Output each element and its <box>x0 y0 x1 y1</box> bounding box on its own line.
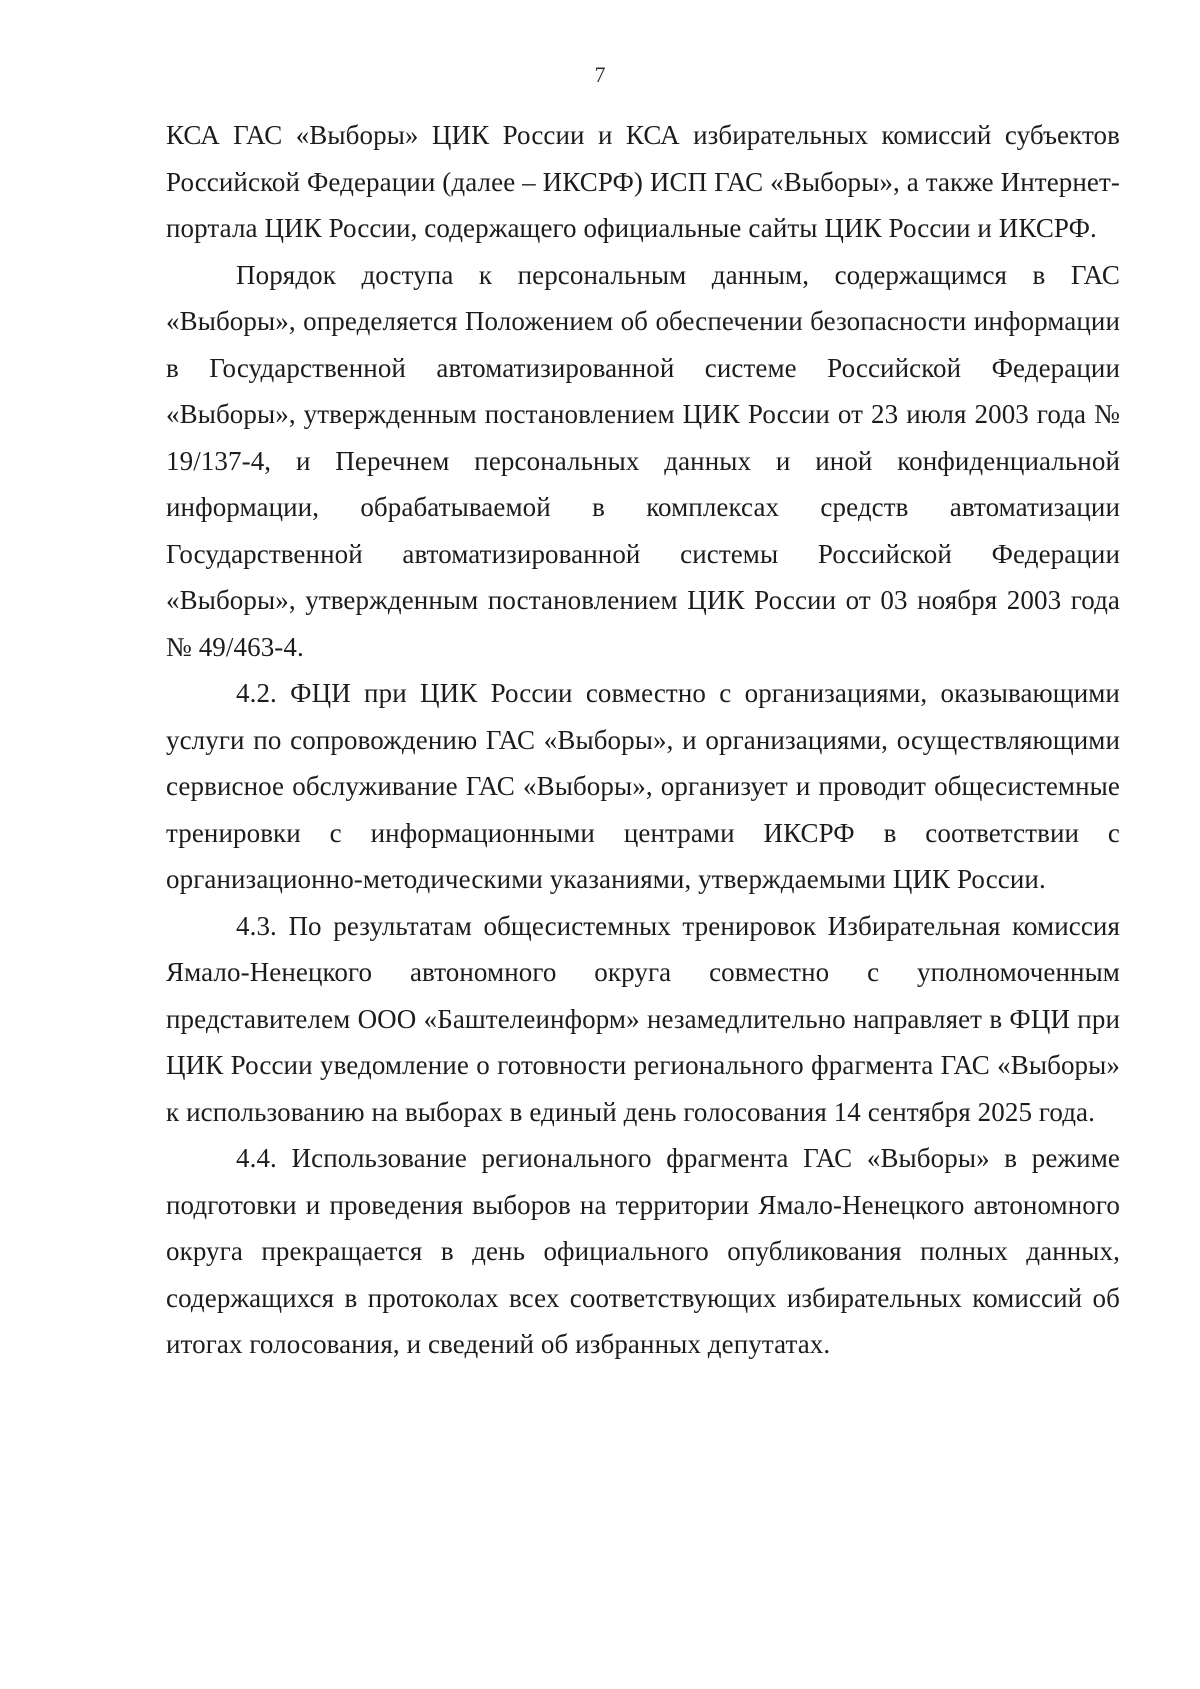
page-number: 7 <box>594 62 606 87</box>
paragraph-continuation: КСА ГАС «Выборы» ЦИК России и КСА избирательных комиссий субъектов Российской Федерации (далее – ИКСРФ) ИСП ГАС «Выборы», а также Интернет-портала ЦИК России, содержащего официальные сайты ЦИК России и ИКСРФ. <box>166 120 1120 243</box>
paragraph-4-4: 4.4. Использование регионального фрагмента ГАС «Выборы» в режиме подготовки и проведения выборов на территории Ямало-Ненецкого автономного округа прекращается в день официального опубликования полных данных, содержащихся в протоколах всех соответствующих избирательных комиссий об итогах голосования, и сведений об избранных депутатах. <box>166 1143 1120 1359</box>
paragraph-4-2: 4.2. ФЦИ при ЦИК России совместно с организациями, оказывающими услуги по сопровождению ГАС «Выборы», и организациями, осуществляющими сервисное обслуживание ГАС «Выборы», организует и проводит общесистемные тренировки с информационными центрами ИКСРФ в соответствии с организационно-методическими указаниями, утверждаемыми ЦИК России. <box>166 678 1120 894</box>
paragraph-personal-data-access: Порядок доступа к персональным данным, содержащимся в ГАС «Выборы», определяется Положением об обеспечении безопасности информации в Государственной автоматизированной системе Российской Федерации «Выборы», утвержденным постановлением ЦИК России от 23 июля 2003 года № 19/137-4, и Перечнем персональных данных и иной конфиденциальной информации, обрабатываемой в комплексах средств автоматизации Государственной автоматизированной системы Российской Федерации «Выборы», утвержденным постановлением ЦИК России от 03 ноября 2003 года № 49/463-4. <box>166 259 1120 662</box>
paragraph-4-3: 4.3. По результатам общесистемных тренировок Избирательная комиссия Ямало-Ненецкого автономного округа совместно с уполномоченным представителем ООО «Баштелеинформ» незамедлительно направляет в ФЦИ при ЦИК России уведомление о готовности регионального фрагмента ГАС «Выборы» к использованию на выборах в единый день голосования 14 сентября 2025 года. <box>166 910 1120 1127</box>
document-body <box>166 112 1120 1368</box>
